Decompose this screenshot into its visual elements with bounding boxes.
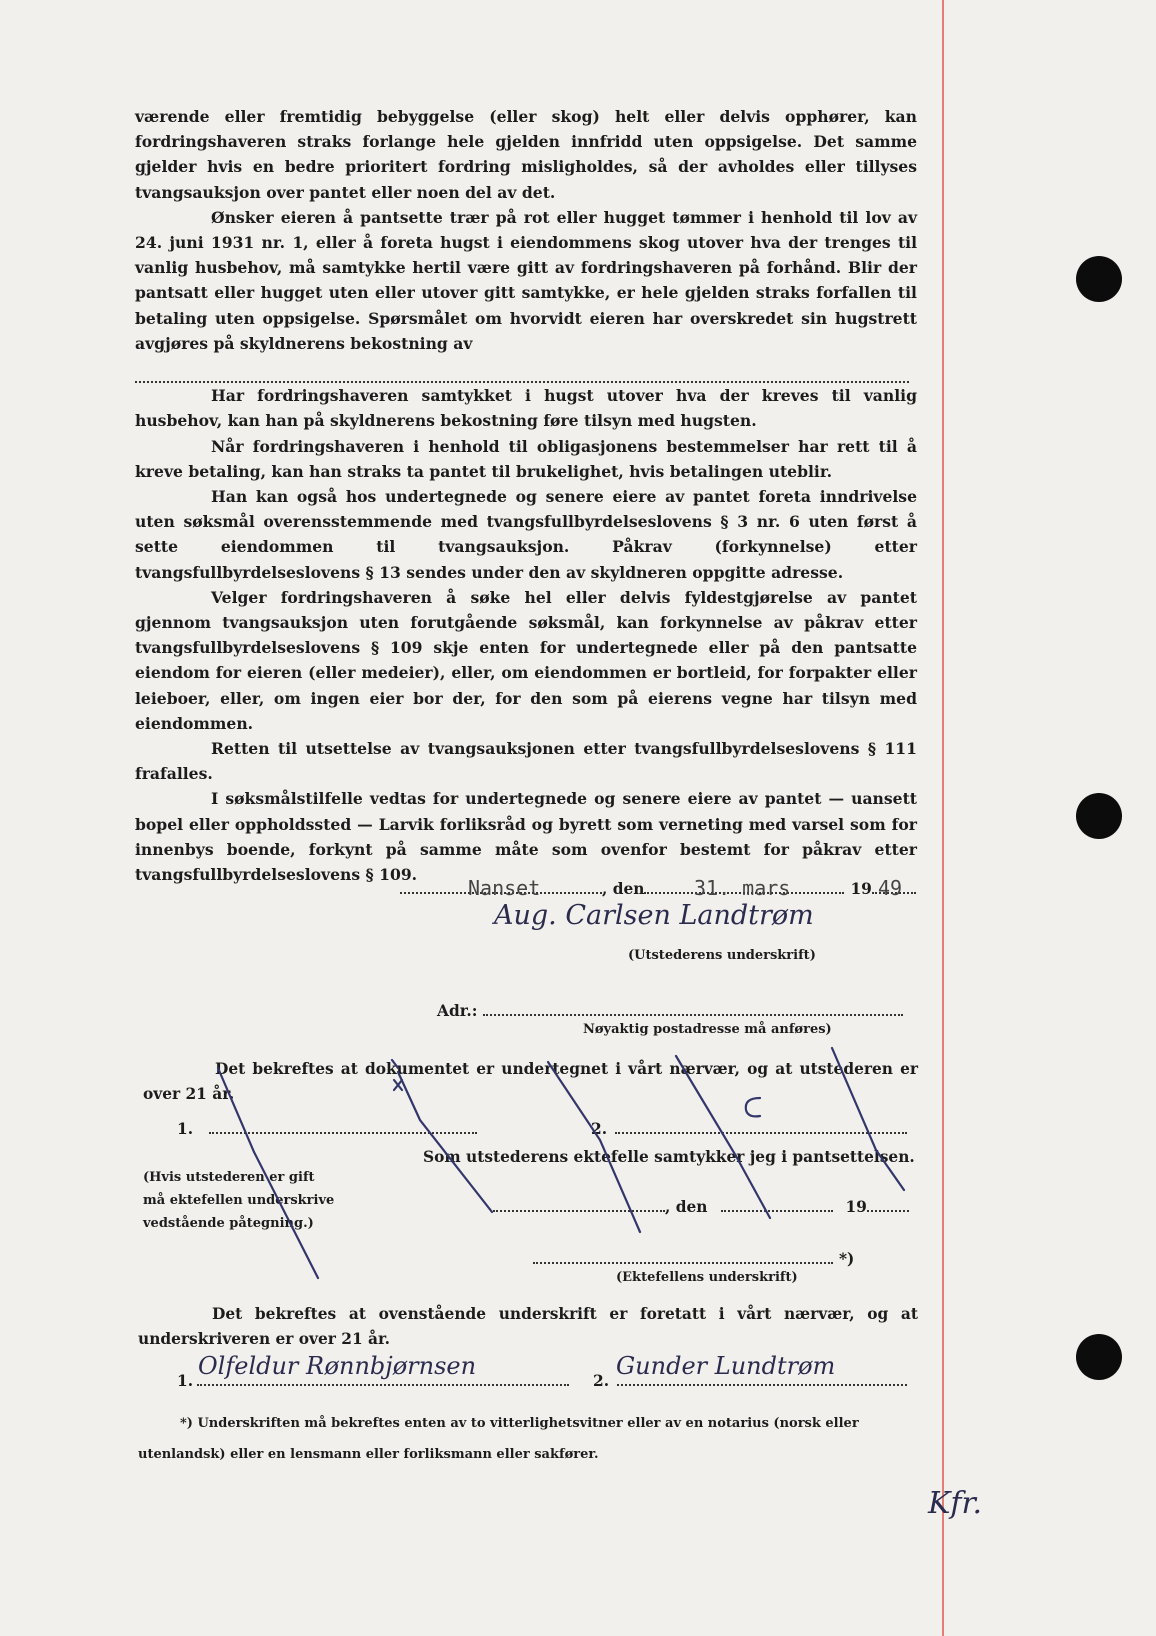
date-year-prefix: 19 — [850, 880, 872, 898]
witness-1-signature-handwritten: Olfeldur Rønnbjørnsen — [198, 1352, 477, 1380]
spouse-den-text: , den — [665, 1198, 708, 1216]
cancel-mark-x — [394, 1080, 402, 1090]
spouse-star: *) — [839, 1250, 855, 1268]
year-handwritten: 49 — [878, 876, 903, 900]
confirm-statement: Det bekreftes at ovenstående underskrift er foretatt i vårt nærvær, og at underskriveren er over 21 år. — [138, 1305, 918, 1348]
paragraph-payment: Når fordringshaveren i henhold til obligasjonens bestemmelser har rett til å kreve betaling, kan han straks ta pantet til brukelighet, hvis betalingen uteblir. — [135, 436, 917, 481]
cancel-stroke-1 — [218, 1068, 318, 1278]
spouse-signature-label: (Ektefellens underskrift) — [616, 1270, 798, 1285]
witness-number-1: 1. — [177, 1120, 194, 1138]
footnote: *) Underskriften må bekreftes enten av to vitterlighetsvitner eller av en notarius (norsk eller utenlandsk) eller en lensmann eller forliksmann eller sakfører. — [138, 1416, 859, 1462]
paragraph-auction: Velger fordringshaveren å søke hel eller delvis fyldestgjørelse av pantet gjennom tvangsauksjon uten forutgående søksmål, kan forkynnelse av påkrav etter tvangsfullbyrdelseslovens § 109 skje enten for undertegnede eller på den pantsatte eiendom for eieren (eller medeier), eller, om eiendommen er bortleid, for forpakter eller leieboer, eller, om ingen eier bor der, for den som på eierens vegne har tilsyn med eiendommen. — [135, 587, 917, 733]
witness-2-signature-handwritten: Gunder Lundtrøm — [616, 1352, 836, 1380]
cancel-stroke-2 — [392, 1060, 492, 1212]
confirm-number-1: 1. — [177, 1372, 194, 1390]
spouse-consent: Som utstederens ektefelle samtykker jeg i pantsettelsen. — [423, 1148, 915, 1166]
cancel-stroke-5 — [832, 1048, 904, 1190]
date-handwritten: 31. mars — [694, 876, 791, 900]
cancel-mark-c — [746, 1098, 760, 1116]
paragraph-supervision: Har fordringshaveren samtykket i hugst utover hva der kreves til vanlig husbehov, kan han på skyldnerens bekostning føre tilsyn med hugsten. — [135, 386, 917, 431]
paragraph-venue: I søksmålstilfelle vedtas for undertegnede og senere eiere av pantet — uansett bopel eller oppholdssted — Larvik forliksråd og byrett som verneting med varsel som for innenbys boende, forkynt på samme måte som ovenfor bestemt for påkrav etter tvangsfullbyrdelseslovens § 109. — [135, 789, 917, 885]
witness-statement: Det bekreftes at dokumentet er undertegnet i vårt nærvær, og at utstederen er over 21 år. — [143, 1060, 918, 1103]
issuer-signature-handwritten: Aug. Carlsen Landtrøm — [494, 900, 814, 931]
address-note: Nøyaktig postadresse må anføres) — [583, 1022, 832, 1037]
witness-number-2: 2. — [591, 1120, 608, 1138]
paragraph-logging: Ønsker eieren å pantsette trær på rot eller hugget tømmer i henhold til lov av 24. juni 1931 nr. 1, eller å foreta hugst i eiendommens skog utover hva der trenges til vanlig husbehov, må samtykke hertil være gitt av fordringshaveren på forhånd. Blir der pantsatt eller hugget uten eller utover gitt samtykke, er hele gjelden straks forfallen til betaling uten oppsigelse. Spørsmålet om hvorvidt eieren har overskredet sin hugstrett avgjøres på skyldnerens bekostning av — [135, 207, 917, 353]
side-note-line-2: må ektefellen underskrive — [143, 1193, 335, 1208]
issuer-signature-label: (Utstederens underskrift) — [628, 948, 816, 963]
address-label: Adr.: — [437, 1002, 478, 1020]
paragraph-collection: Han kan også hos undertegnede og senere eiere av pantet foreta inndrivelse uten søksmål overensstemmende med tvangsfullbyrdelseslovens § 3 nr. 6 uten først å sette eiendommen til tvangsauksjon. Påkrav (forkynnelse) etter tvangsfullbyrdelseslovens § 13 sendes under den av skyldneren oppgitte adresse. — [135, 487, 917, 582]
date-den-text: , den — [602, 880, 645, 898]
confirm-number-2: 2. — [593, 1372, 610, 1390]
spouse-year-prefix: 19 — [845, 1198, 867, 1216]
cancel-stroke-3 — [548, 1062, 640, 1232]
side-note-line-3: vedstående påtegning.) — [143, 1216, 314, 1231]
paragraph-default-terms: værende eller fremtidig bebyggelse (eller skog) helt eller delvis opphører, kan fordringshaveren straks forlange hele gjelden innfridd uten oppsigelse. Det samme gjelder hvis en bedre prioritert fordring misligholdes, så der avholdes eller tillyses tvangsauksjon over pantet eller noen del av det. — [135, 107, 917, 202]
cancel-stroke-4 — [676, 1056, 770, 1218]
place-handwritten: Nanset — [468, 876, 541, 900]
margin-note-handwritten: Kfr. — [928, 1486, 983, 1521]
side-note-line-1: (Hvis utstederen er gift — [143, 1170, 315, 1185]
paragraph-postponement: Retten til utsettelse av tvangsauksjonen etter tvangsfullbyrdelseslovens § 111 frafalles. — [135, 739, 917, 784]
